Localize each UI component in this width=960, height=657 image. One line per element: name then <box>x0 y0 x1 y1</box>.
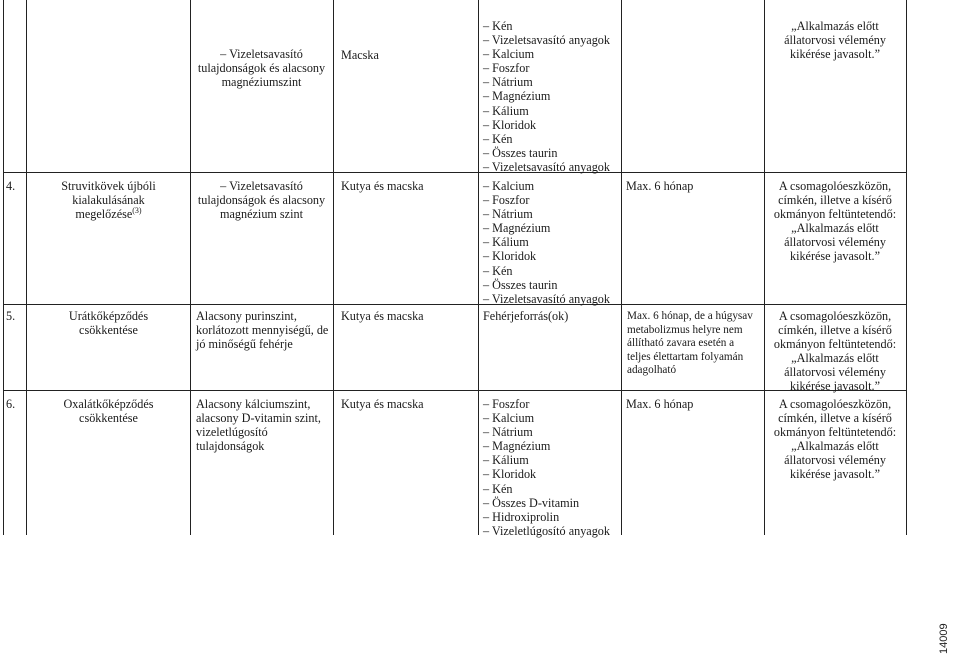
table-row-divider <box>3 304 907 305</box>
table-cell-duration <box>626 179 762 193</box>
list-item: tulajdonságok és alacsony <box>197 193 326 208</box>
duration-line: állítható zavara esetén a <box>627 337 735 350</box>
list-item: – Kén <box>483 264 619 278</box>
duration-line: Max. 6 hónap <box>626 179 694 193</box>
note-line: „Alkalmazás előtt <box>791 221 879 236</box>
table-cell-species <box>341 48 476 62</box>
table-cell-nutrients <box>483 397 619 538</box>
running-header <box>928 2 958 202</box>
note-line: címkén, illetve a kísérő <box>778 193 892 208</box>
table-cell-row-number <box>6 179 26 193</box>
list-item: – Vizeletsavasító anyagok <box>483 292 619 306</box>
list-item: – Vizeletlúgosító anyagok <box>483 524 619 538</box>
table-cell-nutrients <box>483 19 619 174</box>
note-line: „Alkalmazás előtt <box>791 439 879 454</box>
table-cell-characteristic <box>196 397 331 453</box>
condition-line: Struvitkövek újbóli <box>61 179 156 193</box>
nutrient-list <box>483 179 619 306</box>
note-line: A csomagolóeszközön, <box>778 397 892 411</box>
table-cell-condition <box>27 179 190 221</box>
list-item: – Kalcium <box>483 47 619 61</box>
list-item: – Vizeletsavasító anyagok <box>483 160 619 174</box>
characteristic-line: tulajdonságok <box>196 439 265 454</box>
table-column-divider <box>333 0 334 535</box>
table-cell-note <box>764 19 906 61</box>
note-line: A csomagolóeszközön, <box>778 309 892 323</box>
table-cell-nutrients <box>483 309 619 323</box>
duration-line: teljes élettartam folyamán <box>627 350 744 363</box>
species-label: Macska <box>341 48 379 62</box>
table-cell-note <box>764 179 906 264</box>
list-item: – Vizeletsavasító <box>190 179 333 193</box>
list-item: – Hidroxiprolin <box>483 510 619 524</box>
note-line: kikérése javasolt.” <box>789 47 880 62</box>
table-cell-characteristic <box>190 179 333 221</box>
characteristic-line: vizeletlúgosító <box>196 425 268 440</box>
condition-line: Oxalátkőképződés <box>63 397 154 411</box>
note-line: állatorvosi vélemény <box>784 365 886 380</box>
nutrient-list <box>483 397 619 538</box>
list-item: – Összes taurin <box>483 146 619 160</box>
characteristic-line: alacsony D-vitamin szint, <box>196 411 321 426</box>
nutrient-list <box>483 19 619 174</box>
list-item: – Kálium <box>483 453 619 467</box>
list-item: – Nátrium <box>483 207 619 221</box>
list-item: – Kloridok <box>483 467 619 481</box>
list-item: – Kén <box>483 132 619 146</box>
condition-line: Urátkőképződés <box>68 309 149 323</box>
list-item: – Kálium <box>483 235 619 249</box>
table-cell-row-number <box>6 309 26 323</box>
table-border-left <box>3 0 4 535</box>
list-item: – Vizeletsavasító anyagok <box>483 33 619 47</box>
condition-text: megelőzése <box>75 207 133 222</box>
condition-line: csökkentése <box>79 323 138 338</box>
note-line: kikérése javasolt.” <box>789 249 880 264</box>
species-label: Kutya és macska <box>341 309 424 323</box>
list-item: – Összes taurin <box>483 278 619 292</box>
page-number <box>930 600 956 656</box>
list-item: – Foszfor <box>483 61 619 75</box>
page-number-text: 14009 <box>938 623 950 654</box>
table-border-right <box>906 0 907 535</box>
species-label: Kutya és macska <box>341 397 424 411</box>
list-item: – Összes D-vitamin <box>483 496 619 510</box>
table-row-divider <box>3 172 907 173</box>
table-column-divider <box>478 0 479 535</box>
list-item: – Magnézium <box>483 439 619 453</box>
list-item: – Kalcium <box>483 411 619 425</box>
table-cell-condition <box>27 309 190 337</box>
duration-line: Max. 6 hónap <box>626 397 694 411</box>
duration-line: Max. 6 hónap, de a húgysav <box>627 310 753 322</box>
characteristic-list <box>190 47 333 61</box>
list-item: – Kalcium <box>483 179 619 193</box>
list-item: tulajdonságok és alacsony <box>197 61 326 76</box>
condition-line: csökkentése <box>79 411 138 426</box>
list-item: magnéziumszint <box>221 75 302 90</box>
list-item: – Foszfor <box>483 193 619 207</box>
note-line: okmányon feltüntetendő: <box>773 425 897 440</box>
species-label: Kutya és macska <box>341 179 424 193</box>
characteristic-list <box>190 179 333 193</box>
table-cell-condition <box>27 397 190 425</box>
note-line: állatorvosi vélemény <box>784 453 886 468</box>
table-cell-note <box>764 397 906 482</box>
table-cell-species <box>341 309 476 323</box>
list-item: – Magnézium <box>483 89 619 103</box>
list-item: – Kloridok <box>483 118 619 132</box>
condition-line: kialakulásának <box>72 193 145 208</box>
list-item: – Foszfor <box>483 397 619 411</box>
table-cell-species <box>341 397 476 411</box>
footnote-reference: (3) <box>132 206 142 216</box>
duration-line: metabolizmus helyre nem <box>627 323 743 336</box>
row-number: 4. <box>6 179 16 193</box>
note-line: okmányon feltüntetendő: <box>773 337 897 352</box>
row-number: 6. <box>6 397 16 411</box>
list-item: – Kén <box>483 482 619 496</box>
note-line: állatorvosi vélemény <box>784 235 886 250</box>
list-item: – Magnézium <box>483 221 619 235</box>
table-column-divider <box>621 0 622 535</box>
note-line: „Alkalmazás előtt <box>791 19 879 33</box>
characteristic-line: korlátozott mennyiségű, de <box>196 323 329 338</box>
note-line: állatorvosi vélemény <box>784 33 886 48</box>
table-cell-note <box>764 309 906 394</box>
list-item: – Nátrium <box>483 75 619 89</box>
list-item: – Kálium <box>483 104 619 118</box>
note-line: okmányon feltüntetendő: <box>773 207 897 222</box>
note-line: kikérése javasolt.” <box>789 467 880 482</box>
note-line: kikérése javasolt.” <box>789 379 880 394</box>
list-item: – Kloridok <box>483 249 619 263</box>
table-cell-duration <box>627 310 763 378</box>
note-line: „Alkalmazás előtt <box>791 351 879 366</box>
note-line: címkén, illetve a kísérő <box>778 411 892 426</box>
list-item: Fehérjeforrás(ok) <box>483 309 569 323</box>
list-item: – Nátrium <box>483 425 619 439</box>
table-cell-duration <box>626 397 762 411</box>
list-item: magnézium szint <box>220 207 303 222</box>
condition-line <box>27 207 190 221</box>
characteristic-line: Alacsony kálciumszint, <box>196 397 311 411</box>
table-cell-nutrients <box>483 179 619 306</box>
table-column-divider <box>26 0 27 535</box>
table-cell-row-number <box>6 397 26 411</box>
list-item: – Kén <box>483 19 619 33</box>
duration-line: adagolható <box>627 364 677 377</box>
characteristic-line: jó minőségű fehérje <box>196 337 293 352</box>
characteristic-line: Alacsony purinszint, <box>196 309 297 323</box>
row-number: 5. <box>6 309 16 323</box>
note-line: címkén, illetve a kísérő <box>778 323 892 338</box>
table-cell-species <box>341 179 476 193</box>
table-cell-characteristic <box>196 309 331 351</box>
note-line: A csomagolóeszközön, <box>778 179 892 193</box>
list-item: – Vizeletsavasító <box>190 47 333 61</box>
table-cell-characteristic <box>190 47 333 89</box>
